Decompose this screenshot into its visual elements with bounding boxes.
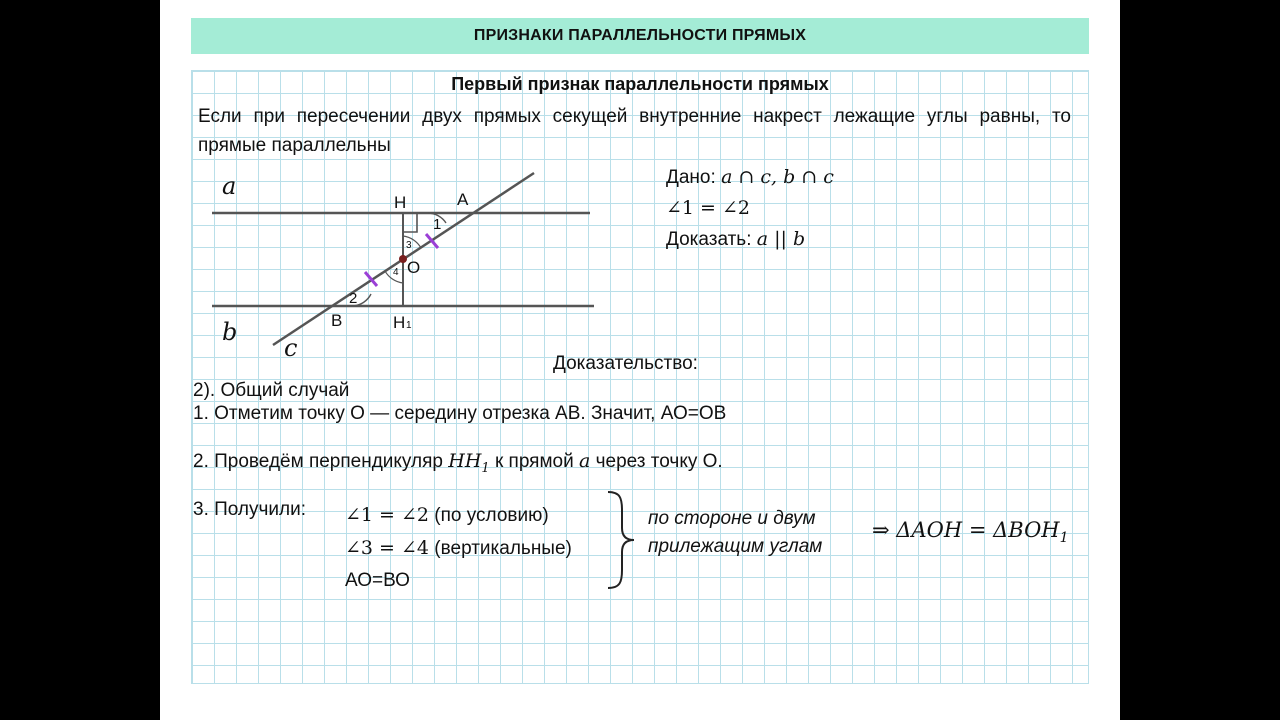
step2-math-hh1 xyxy=(448,450,490,476)
step2-math-a: a xyxy=(579,450,591,472)
label-point-h1-subscript: 1 xyxy=(406,320,412,331)
step2-mid: к прямой xyxy=(494,451,574,472)
label-angle-3: 3 xyxy=(406,240,412,251)
prove-label: Доказать: xyxy=(666,229,752,250)
fact1-math: ∠1 = ∠2 xyxy=(345,504,430,526)
fact2-note: (вертикальные) xyxy=(434,538,572,559)
proof-heading: Доказательство: xyxy=(553,353,698,374)
header-title: ПРИЗНАКИ ПАРАЛЛЕЛЬНОСТИ ПРЯМЫХ xyxy=(191,18,1089,54)
prove-expression: a || b xyxy=(756,228,806,250)
label-line-b: b xyxy=(222,318,238,346)
point-o xyxy=(399,255,407,263)
step2-prefix: 2. Проведём перпендикуляр xyxy=(193,451,443,472)
label-point-o: O xyxy=(407,258,421,277)
fact2-math: ∠3 = ∠4 xyxy=(345,537,430,559)
given-angle-equality: ∠1 = ∠2 xyxy=(666,197,751,219)
result-expression: ΔAOH = ΔBOH xyxy=(896,518,1060,542)
result-arrow: ⇒ xyxy=(872,518,890,542)
curly-brace xyxy=(602,488,642,592)
slide xyxy=(160,0,1120,720)
proof-step-3-label: 3. Получили: xyxy=(193,499,307,520)
label-point-b: B xyxy=(331,311,343,330)
brace-line-1: по стороне и двум xyxy=(648,508,816,529)
label-angle-1: 1 xyxy=(433,216,442,233)
result xyxy=(872,518,1069,546)
fact1-note: (по условию) xyxy=(434,505,549,526)
proof-case: 2). Общий случай xyxy=(193,380,350,401)
fact3: АО=ВО xyxy=(345,570,410,591)
step2-math-subscript: 1 xyxy=(481,460,490,476)
given-block xyxy=(666,162,834,255)
brace-text xyxy=(648,505,822,561)
label-angle-4: 4 xyxy=(393,267,399,278)
label-angle-2: 2 xyxy=(349,290,358,307)
right-angle-mark xyxy=(403,213,417,232)
label-line-c: c xyxy=(284,334,298,362)
proof-step-3-facts xyxy=(345,499,572,597)
step2-suffix: через точку О. xyxy=(595,451,723,472)
theorem-statement: Если при пересечении двух прямых секущей внутренние накрест лежащие углы равны, то прямые параллельны xyxy=(198,106,1071,156)
proof-step-2 xyxy=(193,450,723,476)
step2-math-hh: HH xyxy=(448,450,482,472)
label-point-a: A xyxy=(457,190,469,209)
brace-line-2: прилежащим углам xyxy=(648,536,823,557)
given-expression: a ∩ c, b ∩ c xyxy=(721,166,834,188)
label-point-h: H xyxy=(394,193,407,212)
result-subscript: 1 xyxy=(1059,530,1069,547)
theorem-title: Первый признак параллельности прямых xyxy=(451,74,829,94)
label-point-h1: H xyxy=(393,313,406,332)
given-label: Дано: xyxy=(666,167,716,188)
proof-step-1: 1. Отметим точку О — середину отрезка АВ. Значит, АО=ОВ xyxy=(193,403,727,424)
figure-diagram xyxy=(200,160,640,365)
label-line-a: a xyxy=(222,172,237,200)
